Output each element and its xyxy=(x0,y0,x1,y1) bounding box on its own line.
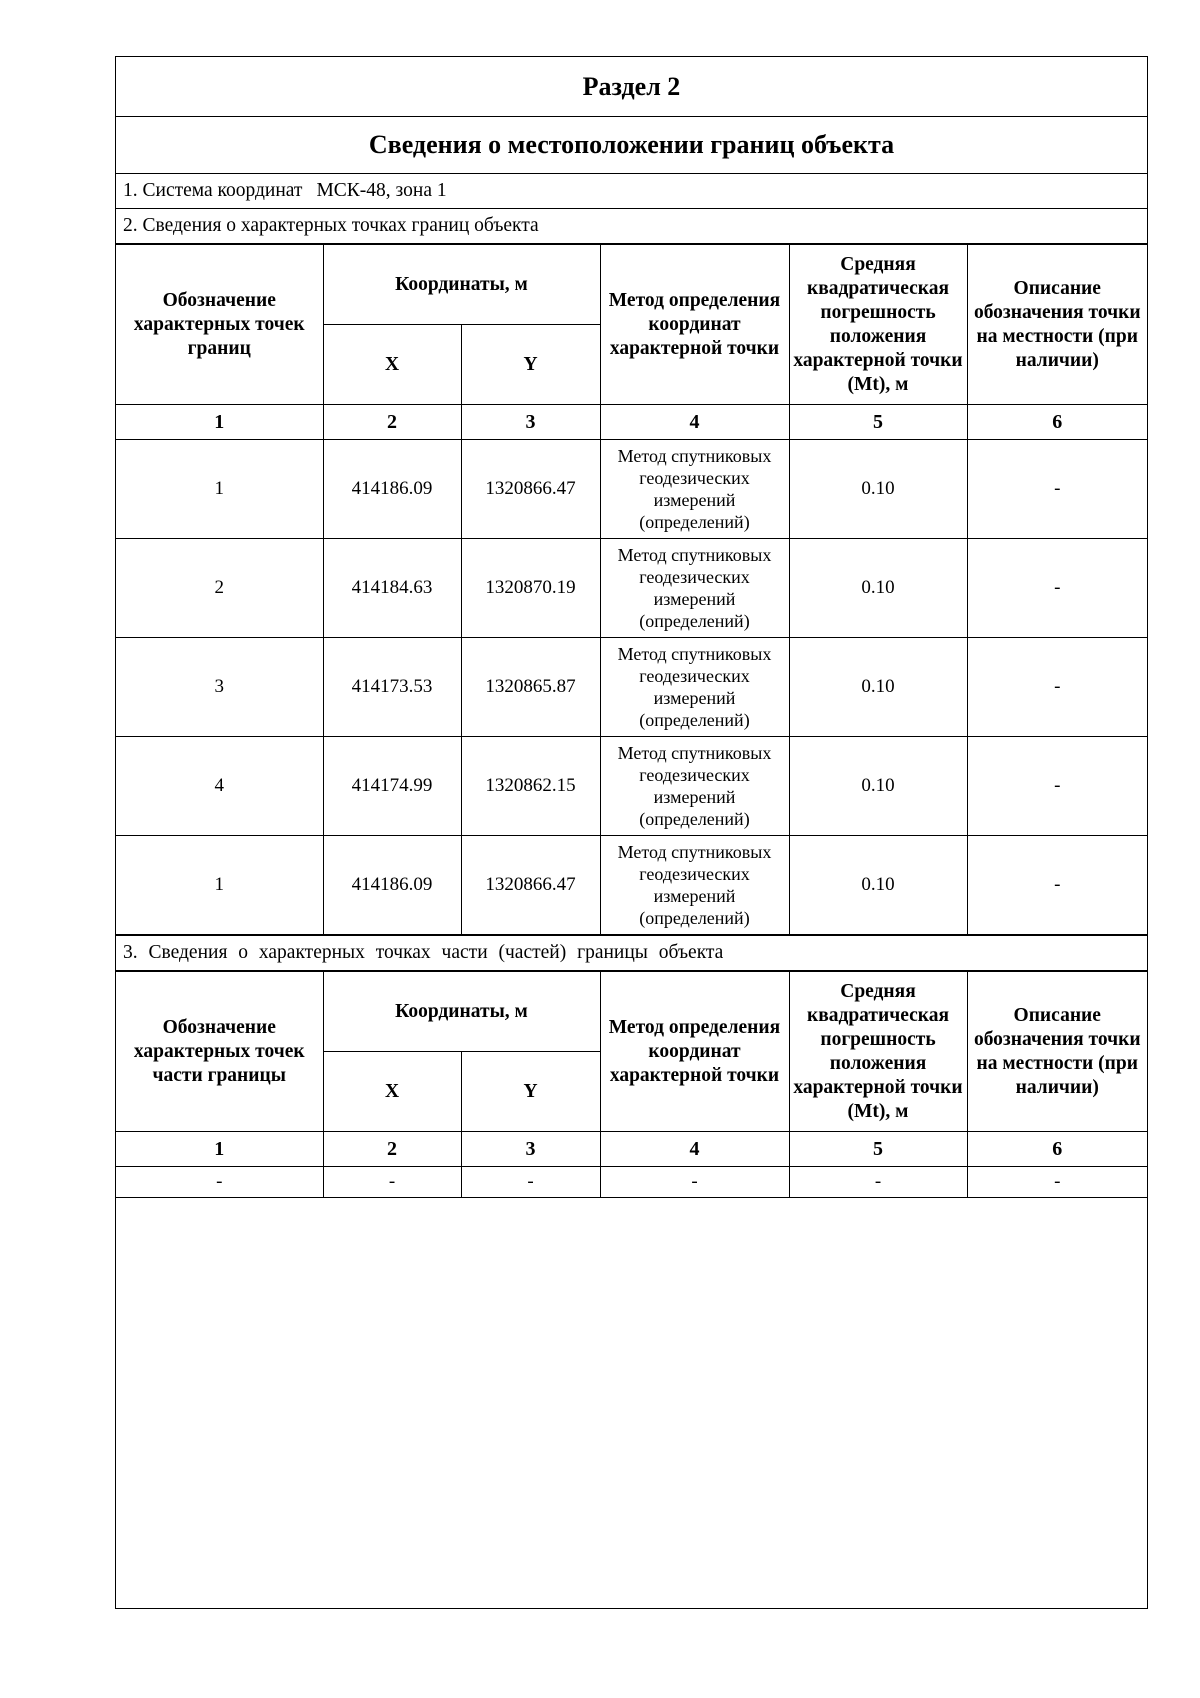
header-x: X xyxy=(323,1052,461,1132)
part-method: - xyxy=(600,1167,789,1198)
part-x: - xyxy=(323,1167,461,1198)
point-method: Метод спутниковых геодезических измерений (определений) xyxy=(600,638,789,737)
col-number: 3 xyxy=(461,405,600,440)
table-row xyxy=(116,836,1147,935)
table-row xyxy=(116,1167,1147,1198)
header-description: Описание обозначения точки на местности (при наличии) xyxy=(967,245,1147,405)
header-y: Y xyxy=(461,325,600,405)
point-method: Метод спутниковых геодезических измерений (определений) xyxy=(600,539,789,638)
coord-system-line xyxy=(116,174,1147,209)
header-mean-error: Средняя квадратическая погрешность положения характерной точки (Mt), м xyxy=(789,245,967,405)
point-description: - xyxy=(967,638,1147,737)
table-row xyxy=(116,737,1147,836)
section-title: Раздел 2 xyxy=(116,57,1147,117)
point-method: Метод спутниковых геодезических измерений (определений) xyxy=(600,440,789,539)
table-row xyxy=(116,638,1147,737)
parts-heading: 3. Сведения о характерных точках части (частей) границы объекта xyxy=(116,936,1147,971)
col-number: 1 xyxy=(116,1132,323,1167)
point-designation: 1 xyxy=(116,836,323,935)
coord-system-label: 1. Система координат xyxy=(123,180,303,201)
point-y: 1320862.15 xyxy=(461,737,600,836)
points-table xyxy=(116,244,1147,935)
point-y: 1320870.19 xyxy=(461,539,600,638)
point-mt: 0.10 xyxy=(789,737,967,836)
section-subtitle: Сведения о местоположении границ объекта xyxy=(116,117,1147,174)
col-number: 1 xyxy=(116,405,323,440)
point-mt: 0.10 xyxy=(789,440,967,539)
point-mt: 0.10 xyxy=(789,539,967,638)
point-description: - xyxy=(967,737,1147,836)
point-designation: 4 xyxy=(116,737,323,836)
point-x: 414186.09 xyxy=(323,440,461,539)
point-y: 1320866.47 xyxy=(461,440,600,539)
part-y: - xyxy=(461,1167,600,1198)
point-y: 1320866.47 xyxy=(461,836,600,935)
point-mt: 0.10 xyxy=(789,638,967,737)
col-number: 6 xyxy=(967,405,1147,440)
points-heading: 2. Сведения о характерных точках границ объекта xyxy=(116,209,1147,244)
point-description: - xyxy=(967,440,1147,539)
point-designation: 2 xyxy=(116,539,323,638)
col-number: 3 xyxy=(461,1132,600,1167)
col-number: 4 xyxy=(600,405,789,440)
table-row xyxy=(116,539,1147,638)
col-number: 6 xyxy=(967,1132,1147,1167)
point-x: 414174.99 xyxy=(323,737,461,836)
header-method: Метод определения координат характерной точки xyxy=(600,972,789,1132)
col-number: 4 xyxy=(600,1132,789,1167)
point-y: 1320865.87 xyxy=(461,638,600,737)
col-number: 5 xyxy=(789,405,967,440)
point-designation: 3 xyxy=(116,638,323,737)
point-x: 414186.09 xyxy=(323,836,461,935)
point-method: Метод спутниковых геодезических измерений (определений) xyxy=(600,836,789,935)
section-header-table xyxy=(116,57,1147,244)
document-sheet xyxy=(115,56,1148,1609)
coord-system-value: МСК-48, зона 1 xyxy=(316,180,447,201)
point-x: 414184.63 xyxy=(323,539,461,638)
part-mt: - xyxy=(789,1167,967,1198)
header-method: Метод определения координат характерной точки xyxy=(600,245,789,405)
header-coordinates: Координаты, м xyxy=(323,245,600,325)
parts-heading-table xyxy=(116,935,1147,971)
header-mean-error: Средняя квадратическая погрешность положения характерной точки (Mt), м xyxy=(789,972,967,1132)
point-description: - xyxy=(967,539,1147,638)
point-designation: 1 xyxy=(116,440,323,539)
header-designation: Обозначение характерных точек части границы xyxy=(116,972,323,1132)
parts-table xyxy=(116,971,1147,1198)
part-designation: - xyxy=(116,1167,323,1198)
point-description: - xyxy=(967,836,1147,935)
header-designation: Обозначение характерных точек границ xyxy=(116,245,323,405)
point-method: Метод спутниковых геодезических измерений (определений) xyxy=(600,737,789,836)
header-description: Описание обозначения точки на местности (при наличии) xyxy=(967,972,1147,1132)
header-coordinates: Координаты, м xyxy=(323,972,600,1052)
point-x: 414173.53 xyxy=(323,638,461,737)
header-y: Y xyxy=(461,1052,600,1132)
col-number: 2 xyxy=(323,1132,461,1167)
table-row xyxy=(116,440,1147,539)
point-mt: 0.10 xyxy=(789,836,967,935)
col-number: 5 xyxy=(789,1132,967,1167)
col-number: 2 xyxy=(323,405,461,440)
part-description: - xyxy=(967,1167,1147,1198)
header-x: X xyxy=(323,325,461,405)
